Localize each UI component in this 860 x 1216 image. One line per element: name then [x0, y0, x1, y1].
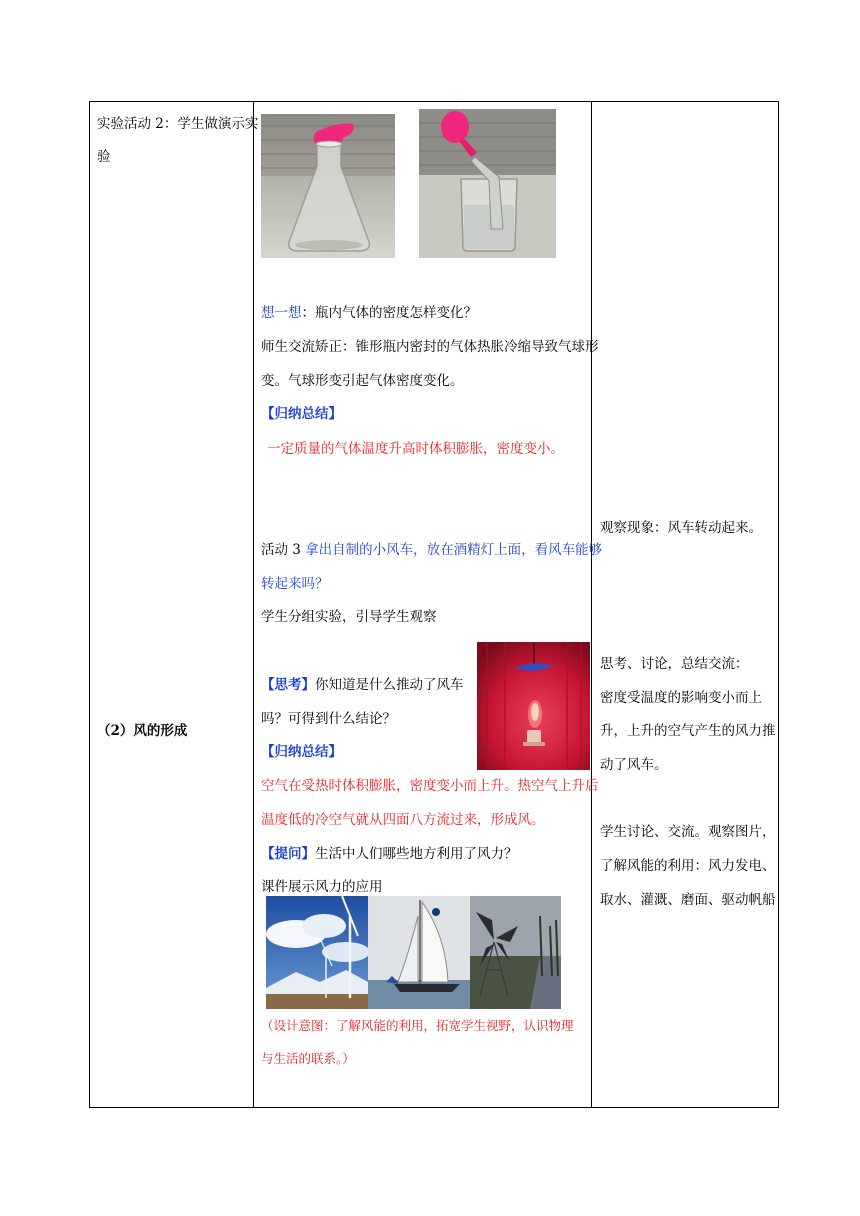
design-intent-line1: （设计意图：了解风能的利用，拓宽学生视野，认识物理 — [261, 1018, 574, 1033]
courseware-text: 课件展示风力的应用 — [261, 879, 383, 895]
students-line3: 取水、灌溉、磨面、驱动帆船 — [600, 892, 776, 908]
activity3-line1 — [261, 540, 602, 560]
students-line2: 了解风能的利用：风力发电、 — [600, 858, 776, 874]
section-title: （2）风的形成 — [97, 723, 188, 739]
sailboat-photo — [368, 896, 470, 1009]
question-text: 生活中人们哪些地方利用了风力？ — [315, 846, 518, 862]
discuss-line2: 密度受温度的影响变小而上 — [600, 690, 762, 706]
discuss-line3: 升，上升的空气产生的风力推 — [600, 723, 776, 739]
column-divider-1 — [253, 102, 254, 1107]
column-divider-2 — [591, 102, 592, 1107]
summary-label-2: 【归纳总结】 — [261, 744, 342, 760]
design-intent-line2: 与生活的联系。） — [261, 1051, 355, 1066]
think-text: ：瓶内气体的密度怎样变化？ — [301, 305, 477, 321]
summary-text-1: 一定质量的气体温度升高时体积膨胀，密度变小。 — [267, 441, 564, 457]
ponder-line2: 吗？可得到什么结论？ — [261, 711, 396, 727]
flask-balloon-photo — [261, 114, 395, 258]
activity3-text: 拿出自制的小风车，放在酒精灯上面，看风车能够 — [305, 542, 603, 558]
discuss-line1: 思考、讨论，总结交流： — [600, 656, 749, 672]
question-label: 【提问】 — [261, 846, 315, 862]
wind-turbine-photo — [266, 896, 368, 1009]
group-experiment-text: 学生分组实验，引导学生观察 — [261, 609, 437, 625]
windmill-water-photo — [470, 896, 561, 1009]
correction-line1: 师生交流矫正：锥形瓶内密封的气体热胀冷缩导致气球形 — [261, 339, 599, 355]
students-line1: 学生讨论、交流。观察图片， — [600, 824, 776, 840]
summary-line2a: 空气在受热时体积膨胀，密度变小而上升。热空气上升后 — [261, 778, 599, 794]
observe-text: 观察现象：风车转动起来。 — [600, 520, 762, 536]
discuss-line4: 动了风车。 — [600, 757, 668, 773]
think-prompt — [261, 303, 477, 323]
activity-label-line2: 验 — [97, 149, 111, 165]
pinwheel-lamp-photo — [477, 642, 590, 770]
ponder-line1 — [261, 675, 464, 695]
beaker-balloon-photo — [419, 109, 556, 258]
summary-line2b: 温度低的冷空气就从四面八方流过来，形成风。 — [261, 812, 545, 828]
activity3-prefix: 活动 3 — [261, 542, 306, 558]
ponder-text: 你知道是什么推动了风车 — [315, 677, 464, 693]
correction-line2: 变。气球形变引起气体密度变化。 — [261, 373, 464, 389]
summary-label-1: 【归纳总结】 — [261, 406, 342, 422]
think-label: 想一想 — [261, 305, 302, 321]
ponder-label: 【思考】 — [261, 677, 315, 693]
activity-label-line1: 实验活动 2：学生做演示实 — [97, 116, 259, 132]
question-line — [261, 844, 518, 864]
activity3-line2: 转起来吗？ — [261, 576, 329, 592]
